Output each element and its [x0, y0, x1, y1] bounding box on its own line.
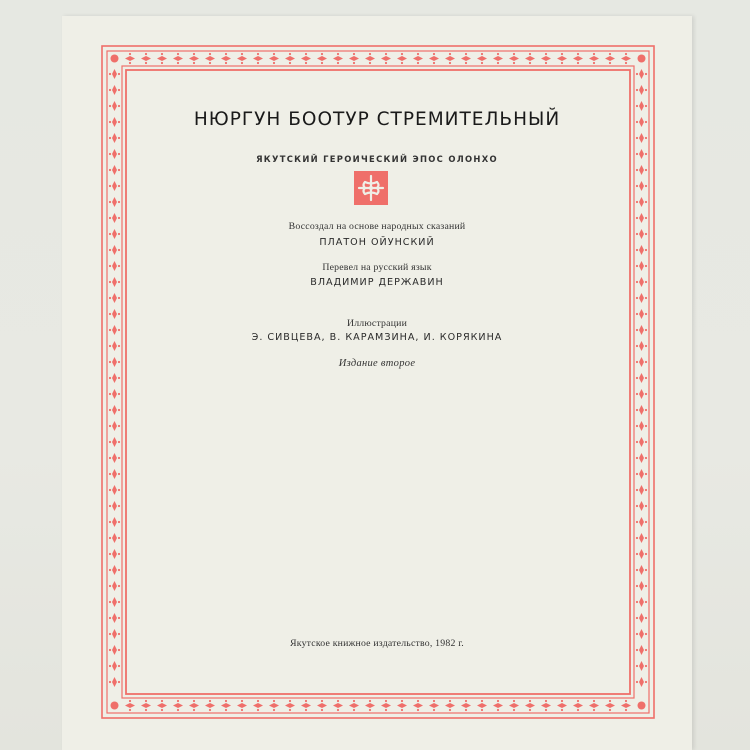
- edition: Издание второе: [338, 358, 416, 369]
- publisher: Якутское книжное издательство, 1982 г.: [290, 638, 464, 649]
- reconstructed-label: Воссоздал на основе народных сказаний: [288, 221, 466, 232]
- illustrators: Э. СИВЦЕВА, В. КАРАМЗИНА, И. КОРЯКИНА: [251, 332, 503, 343]
- translated-by: ВЛАДИМИР ДЕРЖАВИН: [310, 277, 444, 288]
- book-subtitle: ЯКУТСКИЙ ГЕРОИЧЕСКИЙ ЭПОС ОЛОНХО: [256, 154, 498, 164]
- title-page: [62, 16, 692, 750]
- ornament-cross-icon: [354, 171, 388, 205]
- book-title: НЮРГУН БООТУР СТРЕМИТЕЛЬНЫЙ: [193, 109, 561, 130]
- reconstructed-by: ПЛАТОН ОЙУНСКИЙ: [319, 237, 435, 248]
- translated-label: Перевел на русский язык: [322, 262, 432, 273]
- illustrations-label: Иллюстрации: [346, 318, 408, 329]
